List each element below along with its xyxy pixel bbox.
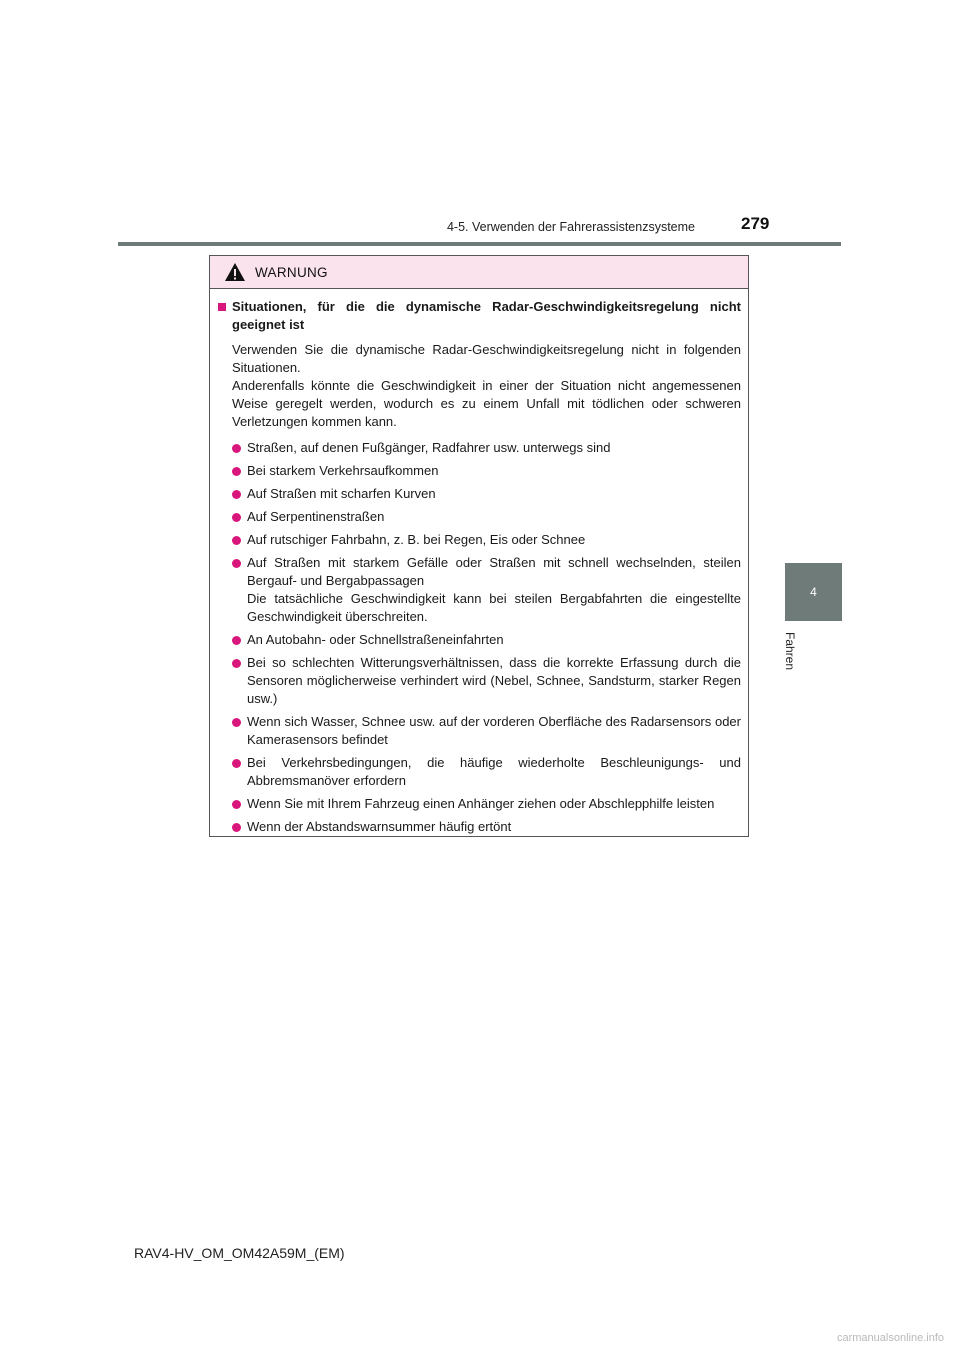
- warning-title: WARNUNG: [255, 264, 328, 280]
- list-item-text: [247, 485, 741, 503]
- warning-header: [210, 256, 748, 289]
- list-item-line: Bei starkem Verkehrsaufkommen: [247, 463, 439, 478]
- bullet-dot-icon: [232, 513, 241, 522]
- list-item-line: Die tatsächliche Geschwindigkeit kann bei steilen Bergabfahrten die eingestellte Geschwindigkeit überschreiten.: [247, 591, 741, 624]
- list-item-text: [247, 713, 741, 749]
- list-item: [232, 462, 741, 480]
- warning-body: [210, 289, 748, 836]
- bullet-dot-icon: [232, 444, 241, 453]
- list-item: [232, 508, 741, 526]
- bullet-dot-icon: [232, 490, 241, 499]
- bullet-dot-icon: [232, 800, 241, 809]
- list-item-line: Straßen, auf denen Fußgänger, Radfahrer usw. unterwegs sind: [247, 440, 611, 455]
- list-item: [232, 485, 741, 503]
- warning-box: [209, 255, 749, 837]
- situation-list: [232, 439, 741, 836]
- bullet-dot-icon: [232, 636, 241, 645]
- chapter-label: Fahren: [783, 632, 797, 671]
- paragraph-line: Anderenfalls könnte die Geschwindigkeit in einer der Situation nicht angemessenen Weise geregelt werden, wodurch es zu einem Unfall mit tödlichen oder schweren Verletzungen kommen kann.: [232, 378, 741, 429]
- list-item-line: Auf rutschiger Fahrbahn, z. B. bei Regen, Eis oder Schnee: [247, 532, 586, 547]
- bullet-dot-icon: [232, 823, 241, 832]
- list-item-line: Wenn sich Wasser, Schnee usw. auf der vorderen Oberfläche des Radarsensors oder Kamerasensors befindet: [247, 714, 741, 747]
- list-item: [232, 795, 741, 813]
- paragraph-line: Verwenden Sie die dynamische Radar-Geschwindigkeitsregelung nicht in folgenden Situationen.: [232, 342, 741, 375]
- list-item: [232, 631, 741, 649]
- square-bullet-icon: [218, 303, 226, 311]
- list-item-text: [247, 439, 741, 457]
- list-item-text: [247, 818, 741, 836]
- list-item-line: Wenn der Abstandswarnsummer häufig ertönt: [247, 819, 512, 834]
- list-item-line: Bei so schlechten Witterungsverhältnissen, dass die korrekte Erfassung durch die Sensoren möglicherweise verhindert wird (Nebel, Schnee, Sandsturm, starker Regen usw.): [247, 655, 741, 706]
- chapter-number: 4: [810, 585, 817, 599]
- list-item: [232, 654, 741, 708]
- list-item: [232, 554, 741, 626]
- list-item-text: [247, 754, 741, 790]
- warning-paragraph: [232, 341, 741, 431]
- page-number: 279: [741, 214, 770, 233]
- list-item-text: [247, 554, 741, 626]
- list-item-line: Auf Serpentinenstraßen: [247, 509, 385, 524]
- list-item-text: [247, 531, 741, 549]
- bullet-dot-icon: [232, 659, 241, 668]
- watermark: carmanualsonline.info: [836, 1332, 944, 1344]
- list-item-line: Wenn Sie mit Ihrem Fahrzeug einen Anhänger ziehen oder Abschlepphilfe leisten: [247, 796, 715, 811]
- warning-triangle-icon: [224, 262, 246, 282]
- bullet-dot-icon: [232, 759, 241, 768]
- list-item-line: Auf Straßen mit scharfen Kurven: [247, 486, 436, 501]
- bullet-dot-icon: [232, 718, 241, 727]
- list-item: [232, 439, 741, 457]
- chapter-tab: [785, 563, 842, 621]
- list-item-text: [247, 654, 741, 708]
- bullet-dot-icon: [232, 559, 241, 568]
- list-item: [232, 818, 741, 836]
- list-item-text: [247, 795, 741, 813]
- bullet-dot-icon: [232, 536, 241, 545]
- list-item-text: [247, 462, 741, 480]
- list-item-text: [247, 631, 741, 649]
- list-item: [232, 531, 741, 549]
- list-item-line: An Autobahn- oder Schnellstraßeneinfahrten: [247, 632, 504, 647]
- topic-title: Situationen, für die die dynamische Radar-Geschwindigkeitsregelung nicht geeignet ist: [232, 299, 741, 332]
- section-heading: 4-5. Verwenden der Fahrerassistenzsysteme: [446, 220, 695, 234]
- list-item-line: Bei Verkehrsbedingungen, die häufige wiederholte Beschleunigungs- und Abbremsmanöver erfordern: [247, 755, 741, 788]
- list-item: [232, 754, 741, 790]
- warning-topic: [218, 298, 741, 334]
- bullet-dot-icon: [232, 467, 241, 476]
- model-code: RAV4-HV_OM_OM42A59M_(EM): [134, 1245, 345, 1261]
- list-item-line: Auf Straßen mit starkem Gefälle oder Straßen mit schnell wechselnden, steilen Bergauf- und Bergabpassagen: [247, 555, 741, 588]
- header-rule: [118, 242, 841, 246]
- list-item-text: [247, 508, 741, 526]
- list-item: [232, 713, 741, 749]
